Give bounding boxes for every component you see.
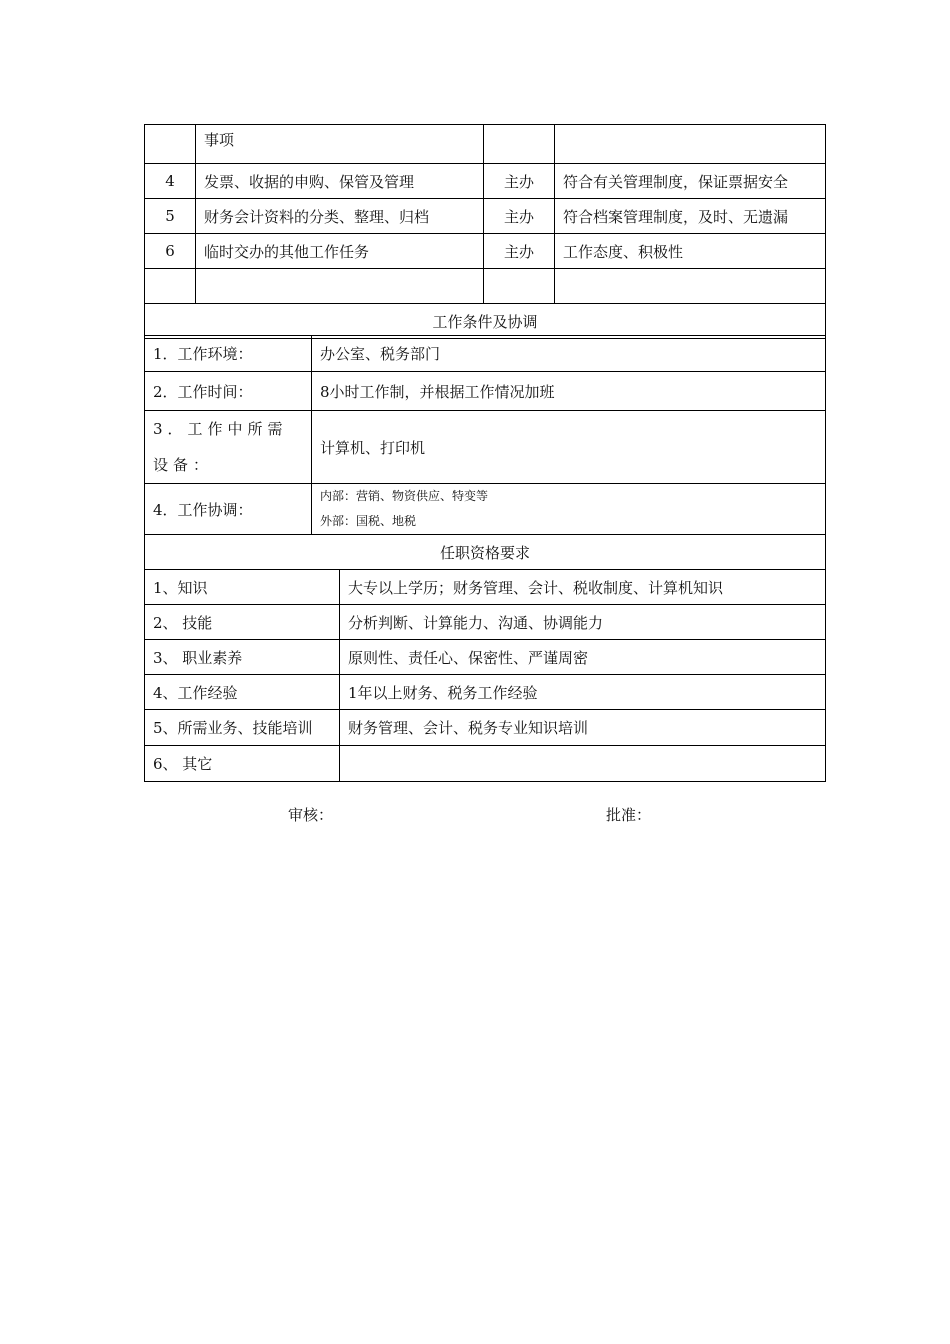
table-row bbox=[145, 710, 826, 746]
duties-table bbox=[144, 124, 826, 339]
duty-standard: 工作态度、积极性 bbox=[555, 234, 826, 269]
table-row bbox=[145, 164, 826, 199]
condition-value: 8小时工作制，并根据工作情况加班 bbox=[312, 372, 826, 411]
duty-item: 事项 bbox=[196, 125, 484, 164]
duty-role bbox=[484, 269, 555, 304]
qualification-label: 1、知识 bbox=[145, 570, 340, 605]
duty-role: 主办 bbox=[484, 199, 555, 234]
duty-number: 5 bbox=[145, 199, 196, 234]
qualification-label: 2、 技能 bbox=[145, 605, 340, 640]
duty-item: 发票、收据的申购、保管及管理 bbox=[196, 164, 484, 199]
table-row bbox=[145, 570, 826, 605]
review-signature-label: 审核： bbox=[288, 806, 334, 824]
table-row bbox=[145, 336, 826, 372]
condition-label: 2．工作时间： bbox=[145, 372, 312, 411]
duty-role bbox=[484, 125, 555, 164]
condition-label: 1．工作环境： bbox=[145, 336, 312, 372]
coordination-internal: 内部：营销、物资供应、特变等 bbox=[320, 489, 489, 503]
condition-value: 计算机、打印机 bbox=[312, 411, 826, 484]
table-row bbox=[145, 411, 826, 484]
duty-standard: 符合有关管理制度，保证票据安全 bbox=[555, 164, 826, 199]
qualification-value bbox=[340, 746, 826, 782]
duty-item: 临时交办的其他工作任务 bbox=[196, 234, 484, 269]
table-row bbox=[145, 640, 826, 675]
qualification-value: 原则性、责任心、保密性、严谨周密 bbox=[340, 640, 826, 675]
approve-signature-label: 批准： bbox=[606, 806, 652, 824]
duty-number bbox=[145, 125, 196, 164]
duty-number: 4 bbox=[145, 164, 196, 199]
table-row bbox=[145, 125, 826, 164]
duty-number: 6 bbox=[145, 234, 196, 269]
qualification-value: 大专以上学历；财务管理、会计、税收制度、计算机知识 bbox=[340, 570, 826, 605]
qualification-value: 财务管理、会计、税务专业知识培训 bbox=[340, 710, 826, 746]
section-header-row bbox=[145, 535, 826, 570]
duty-standard bbox=[555, 269, 826, 304]
table-row bbox=[145, 269, 826, 304]
qualification-value: 1年以上财务、税务工作经验 bbox=[340, 675, 826, 710]
section-header-row bbox=[145, 304, 826, 339]
condition-label: 4．工作协调： bbox=[145, 484, 312, 535]
duty-item: 财务会计资料的分类、整理、归档 bbox=[196, 199, 484, 234]
coordination-cell bbox=[312, 484, 826, 535]
duty-role: 主办 bbox=[484, 164, 555, 199]
qualification-label: 5、所需业务、技能培训 bbox=[145, 710, 340, 746]
qualifications-table bbox=[144, 534, 826, 782]
table-row bbox=[145, 234, 826, 269]
condition-value: 办公室、税务部门 bbox=[312, 336, 826, 372]
duty-standard bbox=[555, 125, 826, 164]
qualification-label: 6、 其它 bbox=[145, 746, 340, 782]
condition-label: 3．工作中所需设备： bbox=[145, 411, 312, 484]
duty-item bbox=[196, 269, 484, 304]
conditions-header: 工作条件及协调 bbox=[145, 304, 826, 339]
duty-number bbox=[145, 269, 196, 304]
table-row bbox=[145, 484, 826, 535]
qualifications-header: 任职资格要求 bbox=[145, 535, 826, 570]
table-row bbox=[145, 605, 826, 640]
conditions-table bbox=[144, 335, 826, 535]
table-row bbox=[145, 675, 826, 710]
qualification-label: 4、工作经验 bbox=[145, 675, 340, 710]
table-row bbox=[145, 372, 826, 411]
table-row bbox=[145, 746, 826, 782]
qualification-label: 3、 职业素养 bbox=[145, 640, 340, 675]
coordination-external: 外部：国税、地税 bbox=[320, 514, 417, 528]
qualification-value: 分析判断、计算能力、沟通、协调能力 bbox=[340, 605, 826, 640]
duty-standard: 符合档案管理制度，及时、无遗漏 bbox=[555, 199, 826, 234]
duty-role: 主办 bbox=[484, 234, 555, 269]
table-row bbox=[145, 199, 826, 234]
